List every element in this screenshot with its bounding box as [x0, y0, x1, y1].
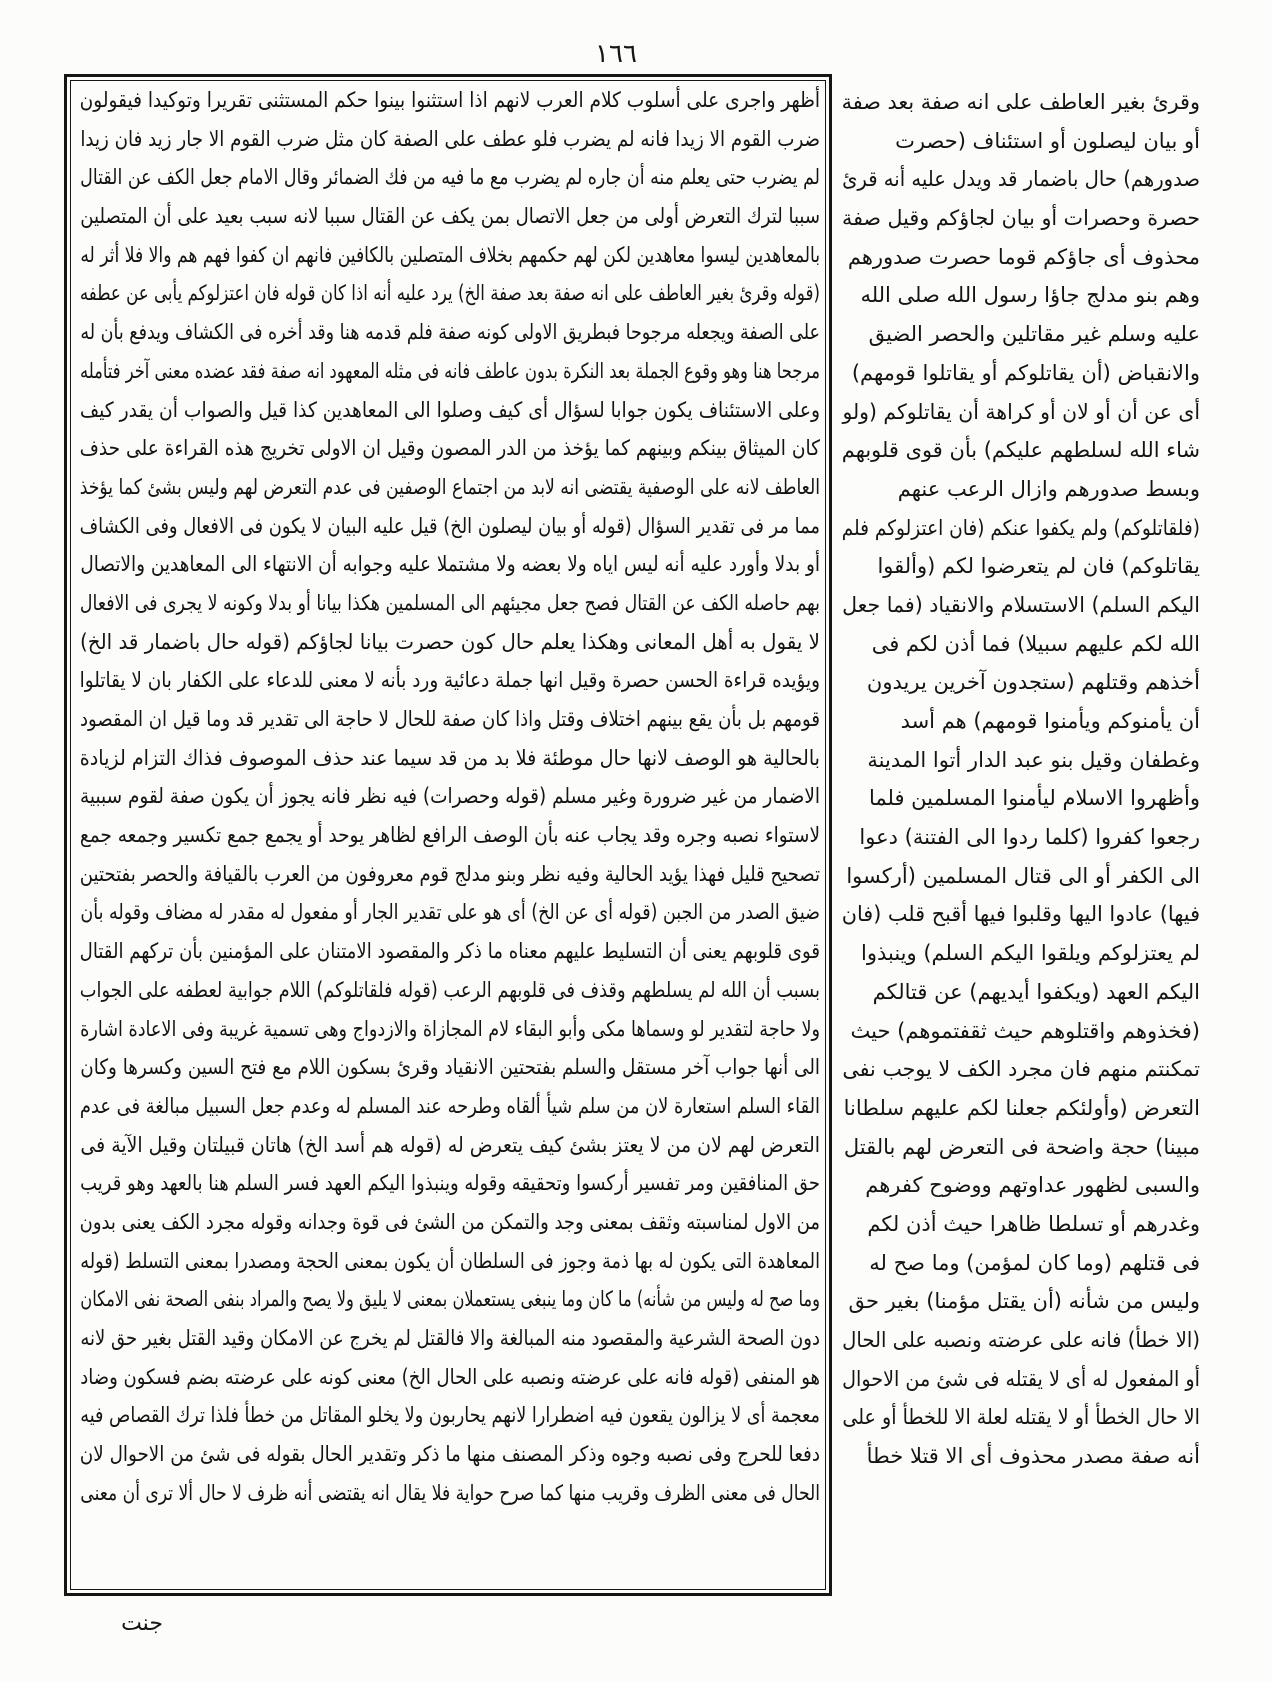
commentary-line: الحال فى معنى الظرف وقريب منها كما صرح حواية فلا يقال انه يقتضى أنه ظرف لا حال ألا ترى أن معنى	[80, 1480, 821, 1505]
commentary-line: سببا لترك التعرض أولى من جعل الاتصال بمن يكف عن القتال سببا لانه سبب بعيد على أن المتصلين	[80, 204, 820, 229]
commentary-line: التعرض لهم لان من لا يعتز بشئ كيف يتعرض له (قوله هم أسد الخ) هاتان قبيلتان وقيل الآية فى	[80, 1132, 820, 1157]
commentary-line: بالمعاهدين ليسوا معاهدين لكن لهم حكمهم بخلاف المتصلين بالكافين فانهم ان كفوا فهم هم والا فلا أثر له	[80, 242, 820, 267]
commentary-block	[80, 81, 820, 1512]
base-text-line: يقاتلوكم) فان لم يتعرضوا لكم (وألقوا	[877, 554, 1200, 579]
commentary-line: المعاهدة التى يكون له بها ذمة وجوز فى السلطان أن يكون بمعنى الحجة ومصدرا بمعنى التسلط (قوله	[80, 1248, 821, 1273]
commentary-line: مرجحا هنا وهو وقوع الجملة بعد النكرة بدون عاطف فانه فى مثله المعهود انه صفة فقد عضده معنى آخر فتأمله	[80, 358, 820, 383]
base-text-line: شاء الله لسلطهم عليكم) بأن قوى قلوبهم	[841, 438, 1200, 463]
commentary-line: تصحيح قليل فهذا يؤيد الحالية وفيه نظر وبنو مدلج قوم معروفون من العرب بالقيافة والحصر بفتحتين	[79, 861, 821, 886]
base-text-column	[842, 83, 1200, 1476]
commentary-line: (قوله وقرئ بغير العاطف على انه صفة بعد صفة الخ) يرد عليه أنه اذا كان قوله فان اعتزلوكم يأبى عن عطفه	[79, 281, 820, 306]
commentary-line: على الصفة ويجعله مرجوحا فبطريق الاولى كونه صفة فلم قدمه هنا وقد أخره فى الكشاف ويدفع بأن له	[80, 320, 820, 345]
commentary-line: العاطف لانه على الوصفية يقتضى انه لابد من اجتماع الوصفين فى عدم التعرض لهم وليس بشئ كما يؤخذ	[79, 474, 820, 499]
commentary-line: الى أنها جواب آخر مستقل والسلم بفتحتين الانقياد وقرئ بسكون اللام مع فتح السين وكسرها وكان	[80, 1055, 821, 1080]
commentary-line: دفعا للحرج وفى نصبه وجوه وذكر المصنف منها ما ذكر وتقدير الحال بقوله فى شئ من الاحوال لان	[79, 1442, 820, 1467]
base-text-line: فى قتلهم (وما كان لمؤمن) وما صح له	[869, 1250, 1200, 1275]
commentary-line: ويؤيده قراءة الحسن حصرة وقيل انها جملة دعائية ورد بأنه لا معنى للدعاء على الكفار بان لا يقاتلوا	[79, 668, 820, 693]
commentary-line: من الاول لمناسبته وثقف بمعنى وجد والتمكن من الشئ فى قوة وجدانه وقوله مجرد الكف يعنى بدون	[79, 1209, 821, 1234]
commentary-line: كان الميثاق بينكم وبينهم كما يؤخذ من الدر المصون وقيل ان الاولى تخريج هذه القراءة على حذف	[79, 436, 820, 461]
catchword: جنت	[121, 1611, 163, 1636]
base-text-line: (فخذوهم واقتلوهم حيث ثقفتموهم) حيث	[850, 1018, 1200, 1043]
commentary-line: بهم حاصله الكف عن القتال فصح جعل مجيئهم الى المسلمين هكذا بيانا أو بدلا وكونه لا يجرى فى الافعال	[79, 590, 820, 615]
base-text-line: والسبى لظهور عداوتهم ووضوح كفرهم	[865, 1173, 1200, 1198]
base-text-line: اليكم العهد (ويكفوا أيديهم) عن قتالكم	[872, 979, 1200, 1004]
commentary-line: قوى قلوبهم يعنى أن التسليط عليهم معناه ما ذكر والمقصود الامتنان على المؤمنين بأن تركهم القتال	[79, 939, 820, 964]
base-text-line: الى الكفر أو الى قتال المسلمين (أركسوا	[846, 863, 1200, 888]
base-text-line: وليس من شأنه (أن يقتل مؤمنا) بغير حق	[848, 1289, 1200, 1314]
base-text-line: التعرض (وأولئكم جعلنا لكم عليهم سلطانا	[843, 1095, 1200, 1120]
base-text-line: أنه صفة مصدر محذوف أى الا قتلا خطأ	[866, 1444, 1200, 1469]
commentary-line: ضرب القوم الا زيدا فانه لم يضرب فلو عطف على الصفة كان مثل ضرب القوم الا جار زيد فان زيدا	[80, 126, 821, 151]
commentary-line: قومهم بل بأن يقع بينهم اختلاف وقتل واذا كان صفة للحال لا حاجة الى تقدير قد وما قيل ان المقصود	[79, 707, 821, 731]
base-text-line: الله لكم عليهم سبيلا) فما أذن لكم فى	[871, 631, 1200, 656]
base-text-line: والانقباض (أن يقاتلوكم أو يقاتلوا قومهم)	[851, 360, 1200, 385]
base-text-line: وغدرهم أو تسلطا ظاهرا حيث أذن لكم	[867, 1211, 1200, 1236]
commentary-line: لا يقول به أهل المعانى وهكذا يعلم حال كون حصرت بيانا لجاؤكم (قوله حال باضمار قد الخ)	[79, 629, 820, 654]
commentary-line: وما صح له وليس من شأنه) ما كان وما ينبغى يستعملان بمعنى لا يليق ولا يصح والمراد بنفى الصحة نفى الامكان	[80, 1287, 820, 1312]
base-text-line: لم يعتزلوكم ويلقوا اليكم السلم) وينبذوا	[860, 941, 1200, 966]
base-text-line: وغطفان وقيل بنو عبد الدار أتوا المدينة	[867, 747, 1200, 772]
commentary-line: معجمة أى لا يزالون يقعون فيه اضطرارا لانهم يحاربون ولا يخلو المقاتل من خطأ فلذا ترك القصاص فيه	[80, 1403, 820, 1428]
commentary-line: الاضمار من غير ضرورة وغير مسلم (قوله وحصرات) فيه نظر فانه يجوز أن يكون صفة لقوم سببية	[79, 784, 820, 809]
base-text-line: صدورهم) حال باضمار قد ويدل عليه أنه قرئ	[842, 167, 1200, 192]
base-text-line: حصرة وحصرات أو بيان لجاؤكم وقيل صفة	[842, 206, 1200, 231]
base-text-line: (فلقاتلوكم) ولم يكفوا عنكم (فان اعتزلوكم فلم	[841, 515, 1200, 540]
base-text-line: أن يأمنوكم ويأمنوا قومهم) هم أسد	[900, 709, 1200, 733]
base-text-line: محذوف أى جاؤكم قوما حصرت صدورهم	[847, 244, 1200, 269]
base-text-line: عليه وسلم غير مقاتلين والحصر الضيق	[868, 322, 1200, 347]
commentary-line: هو المنفى (قوله فانه على عرضته ونصبه على الحال الخ) معنى كونه على عرضته بضم فسكون وضاد	[80, 1364, 820, 1389]
base-text-line: تمكنتم منهم فان مجرد الكف لا يوجب نفى	[842, 1057, 1200, 1082]
base-text-line: أو المفعول له أى لا يقتله فى شئ من الاحوال	[842, 1366, 1200, 1391]
base-text-line: أو بيان ليصلون أو استئناف (حصرت	[895, 128, 1200, 153]
commentary-line: حق المنافقين ومر تفسير أركسوا وتحقيقه وقوله وينبذوا اليكم العهد فسر السلم هنا بالعهد وهو قريب	[80, 1171, 821, 1196]
page-number: ١٦٦	[595, 39, 637, 69]
base-text-line: الا حال الخطأ أو لا يقتله لعلة الا للخطأ أو على	[842, 1405, 1200, 1430]
commentary-line: لاستواء نصبه وجره وقد يجاب عنه بأن الوصف الرافع لظاهر يوحد أو يجمع جمع تكسير وجمعه جمع	[79, 823, 821, 848]
base-text-line: وهم بنو مدلج جاؤا رسول الله صلى الله	[860, 283, 1200, 308]
commentary-line: أو بدلا وأورد عليه أنه ليس اياه ولا بعضه ولا مشتملا عليه وجوابه أن الانتهاء الى المعاهدين والاتصال	[80, 552, 820, 577]
base-text-line: وقرئ بغير العاطف على انه صفة بعد صفة	[841, 90, 1200, 114]
commentary-line: القاء السلم استعارة لان من سلم شيأ ألقاه وطرحه عند المسلم له وعدم جعل السبيل مبالغة فى عدم	[79, 1093, 821, 1118]
commentary-line: لم يضرب حتى يعلم منه أن جاره لم يضرب مع ما فيه من فك الضمائر وقال الامام جعل الكف عن القتال	[80, 165, 821, 190]
base-text-line: وأظهروا الاسلام ليأمنوا المسلمين فلما	[868, 786, 1200, 811]
commentary-line: مما مر فى تقدير السؤال (قوله أو بيان ليصلون الخ) قيل عليه البيان لا يكون فى الافعال وفى الكشاف	[79, 513, 821, 538]
base-text-line: وبسط صدورهم وازال الرعب عنهم	[897, 476, 1200, 501]
base-text-line: اليكم السلم) الاستسلام والانقياد (فما جعل	[842, 592, 1200, 617]
commentary-line: دون الصحة الشرعية والمقصود منه المبالغة والا فالقتل لم يخرج عن الامكان وقيد القتل بغير حق لانه	[80, 1326, 821, 1350]
commentary-line: ولا حاجة لتقدير لو وسماها مكى وأبو البقاء لام المجازاة والازدواج وهى تسمية غريبة وفى الاعادة اشارة	[80, 1016, 821, 1041]
commentary-line: أظهر واجرى على أسلوب كلام العرب لانهم اذا استثنوا بينوا حكم المستثنى تقريرا وتوكيدا فيقولون	[79, 88, 821, 112]
base-text-line: فيها) عادوا اليها وقلبوا فيها أقبح قلب (فان	[841, 902, 1200, 927]
commentary-line: ضيق الصدر من الجبن (قوله أى عن الخ) أى هو على تقدير الجار أو مفعول له مقدر له مضاف وقوله بأن	[80, 900, 820, 925]
commentary-line: بسبب أن الله لم يسلطهم وقذف فى قلوبهم الرعب (قوله فلقاتلوكم) اللام جوابية لعطفه على الجواب	[79, 977, 820, 1002]
commentary-line: بالحالية هو الوصف لانها حال موطئة فلا بد من قد سيما عند حذف الموصوف فذاك التزام لزيادة	[79, 745, 820, 770]
commentary-line: وعلى الاستئناف يكون جوابا لسؤال أى كيف وصلوا الى المعاهدين كذا قيل والصواب أن يقدر كيف	[79, 397, 821, 422]
base-text-line: مبينا) حجة واضحة فى التعرض لهم بالقتل	[843, 1134, 1200, 1159]
base-text-line: أخذهم وقتلهم (ستجدون آخرين يريدون	[866, 670, 1200, 695]
base-text-line: أى عن أن أو لان أو كراهة أن يقاتلوكم (ولو	[842, 399, 1200, 424]
base-text-line: (الا خطأ) فانه على عرضته ونصبه على الحال	[842, 1328, 1200, 1352]
base-text-line: رجعوا كفروا (كلما ردوا الى الفتنة) دعوا	[859, 825, 1200, 850]
